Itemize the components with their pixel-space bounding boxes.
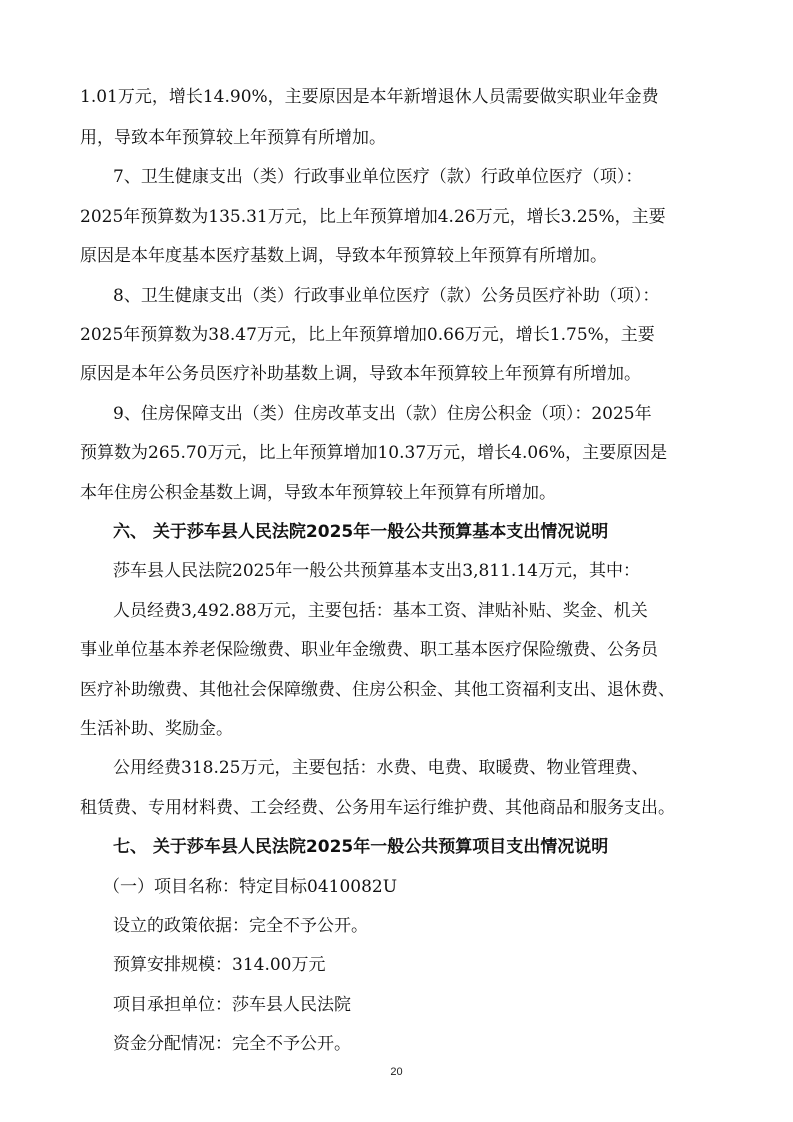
body-text-line: 公用经费318.25万元，主要包括：水费、电费、取暖费、物业管理费、 bbox=[113, 758, 649, 778]
page-number: 20 bbox=[390, 1066, 403, 1078]
body-text-line: 项目承担单位：莎车县人民法院 bbox=[113, 995, 351, 1015]
body-text-line: 设立的政策依据：完全不予公开。 bbox=[113, 916, 368, 936]
body-text-line: 预算数为265.70万元，比上年预算增加10.37万元，增长4.06%，主要原因是 bbox=[80, 443, 668, 463]
body-text-line: 9、住房保障支出（类）住房改革支出（款）住房公积金（项）：2025年 bbox=[113, 404, 652, 424]
body-text-line: 生活补助、奖励金。 bbox=[80, 719, 233, 739]
body-text-line: 莎车县人民法院2025年一般公共预算基本支出3,811.14万元，其中： bbox=[113, 561, 640, 581]
body-text-line: 原因是本年公务员医疗补助基数上调，导致本年预算较上年预算有所增加。 bbox=[80, 364, 641, 384]
section-heading: 七、 关于莎车县人民法院2025年一般公共预算项目支出情况说明 bbox=[113, 837, 609, 857]
body-text-line: 资金分配情况：完全不予公开。 bbox=[113, 1034, 351, 1054]
section-heading: 六、 关于莎车县人民法院2025年一般公共预算基本支出情况说明 bbox=[113, 522, 609, 542]
body-text-line: 医疗补助缴费、其他社会保障缴费、住房公积金、其他工资福利支出、退休费、 bbox=[80, 680, 675, 700]
body-text-line: 2025年预算数为38.47万元，比上年预算增加0.66万元，增长1.75%，主要 bbox=[80, 325, 655, 345]
body-text-line: 1.01万元，增长14.90%，主要原因是本年新增退休人员需要做实职业年金费 bbox=[80, 87, 659, 107]
body-text-line: 2025年预算数为135.31万元，比上年预算增加4.26万元，增长3.25%，主要 bbox=[80, 207, 666, 227]
body-text-line: 租赁费、专用材料费、工会经费、公务用车运行维护费、其他商品和服务支出。 bbox=[80, 798, 675, 818]
body-text-line: 原因是本年度基本医疗基数上调，导致本年预算较上年预算有所增加。 bbox=[80, 246, 607, 266]
body-text-line: （一）项目名称：特定目标0410082U bbox=[103, 877, 398, 897]
body-text-line: 7、卫生健康支出（类）行政事业单位医疗（款）行政单位医疗（项）： bbox=[113, 167, 643, 187]
body-text-line: 人员经费3,492.88万元，主要包括：基本工资、津贴补贴、奖金、机关 bbox=[113, 601, 648, 621]
body-text-line: 8、卫生健康支出（类）行政事业单位医疗（款）公务员医疗补助（项）： bbox=[113, 286, 660, 306]
body-text-line: 预算安排规模：314.00万元 bbox=[113, 955, 326, 975]
body-text-line: 用，导致本年预算较上年预算有所增加。 bbox=[80, 128, 386, 148]
body-text-line: 事业单位基本养老保险缴费、职业年金缴费、职工基本医疗保险缴费、公务员 bbox=[80, 640, 658, 660]
body-text-line: 本年住房公积金基数上调，导致本年预算较上年预算有所增加。 bbox=[80, 483, 556, 503]
